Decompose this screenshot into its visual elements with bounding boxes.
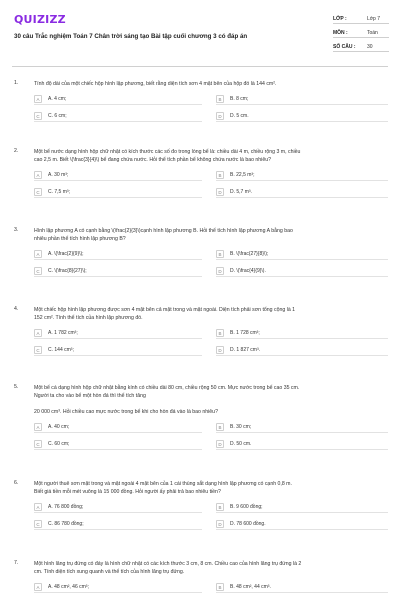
answer-option-d[interactable] bbox=[216, 112, 388, 122]
option-text: D. 1 827 cm³. bbox=[230, 347, 261, 353]
header-divider bbox=[12, 66, 388, 67]
answer-option-b[interactable] bbox=[216, 250, 388, 260]
option-letter-box: C bbox=[34, 112, 42, 120]
answer-option-c[interactable] bbox=[34, 346, 202, 356]
option-text: B. \(\frac{27}{8}\); bbox=[230, 251, 269, 257]
answer-option-c[interactable] bbox=[34, 267, 202, 277]
meta-count bbox=[333, 42, 389, 52]
question-text-line: Người ta cho vào bể một hòn đá thì thể tích tăng bbox=[34, 393, 146, 399]
option-text: D. 78 600 đồng. bbox=[230, 521, 266, 527]
question-number: 7. bbox=[14, 560, 19, 566]
question-text-line: cao 2,5 m. Biết \(\frac{3}{4}\) bể đang chứa nước. Hỏi thể tích phần bể không chứa nước là bao nhiêu? bbox=[34, 157, 271, 163]
option-letter-box: A bbox=[34, 423, 42, 431]
option-letter-box: C bbox=[34, 267, 42, 275]
question-text bbox=[34, 148, 389, 164]
answer-option-d[interactable] bbox=[216, 520, 388, 530]
option-text: C. 86 780 đồng; bbox=[48, 521, 84, 527]
question-text-line: Hình lập phương A có cạnh bằng \(\frac{2}{3}\)cạnh hình lập phương B. Hỏi thể tích hình lập phương A bằng bao bbox=[34, 228, 293, 234]
option-text: A. 30 m³; bbox=[48, 172, 69, 178]
option-text: B. 48 cm², 44 cm³. bbox=[230, 584, 271, 590]
option-letter-box: D bbox=[216, 112, 224, 120]
option-text: C. \(\frac{8}{27}\); bbox=[48, 268, 87, 274]
option-text: A. \(\frac{2}{9}\); bbox=[48, 251, 84, 257]
option-text: A. 4 cm; bbox=[48, 96, 67, 102]
option-letter-box: D bbox=[216, 440, 224, 448]
answer-option-a[interactable] bbox=[34, 250, 202, 260]
option-letter-box: C bbox=[34, 440, 42, 448]
page-header bbox=[0, 0, 400, 64]
answer-option-c[interactable] bbox=[34, 188, 202, 198]
question-text bbox=[34, 227, 389, 243]
option-letter-box: B bbox=[216, 95, 224, 103]
question-text bbox=[34, 306, 389, 322]
question-text-line: cm. Tính diện tích xung quanh và thể tích của hình lăng trụ đứng. bbox=[34, 569, 185, 575]
answer-option-a[interactable] bbox=[34, 95, 202, 105]
answer-option-a[interactable] bbox=[34, 171, 202, 181]
option-letter-box: B bbox=[216, 171, 224, 179]
option-text: B. 8 cm; bbox=[230, 96, 249, 102]
option-text: C. 144 cm³; bbox=[48, 347, 74, 353]
meta-grade-label: LỚP : bbox=[333, 16, 347, 22]
question-number: 6. bbox=[14, 480, 19, 486]
option-text: A. 48 cm², 46 cm³; bbox=[48, 584, 89, 590]
question-text-line: Một hình lăng trụ đứng có đáy là hình chữ nhật có các kích thước 3 cm, 8 cm. Chiều cao của hình lăng trụ đứng là 2 bbox=[34, 561, 302, 567]
option-letter-box: B bbox=[216, 423, 224, 431]
answer-option-b[interactable] bbox=[216, 503, 388, 513]
option-letter-box: A bbox=[34, 250, 42, 258]
question-number: 4. bbox=[14, 306, 19, 312]
option-letter-box: B bbox=[216, 503, 224, 511]
meta-grade-value: Lớp 7 bbox=[367, 16, 381, 22]
option-text: D. 50 cm. bbox=[230, 441, 252, 447]
quizizz-logo: QUIZIZZ bbox=[14, 13, 66, 26]
answer-option-d[interactable] bbox=[216, 188, 388, 198]
option-text: C. 6 cm; bbox=[48, 113, 67, 119]
question-text bbox=[34, 384, 389, 416]
option-text: B. 30 cm; bbox=[230, 424, 252, 430]
meta-subject bbox=[333, 28, 389, 38]
option-letter-box: A bbox=[34, 95, 42, 103]
option-letter-box: D bbox=[216, 188, 224, 196]
answer-option-b[interactable] bbox=[216, 95, 388, 105]
option-text: B. 22,5 m³; bbox=[230, 172, 255, 178]
option-text: B. 1 728 cm³; bbox=[230, 330, 260, 336]
question-text-line: Biết giá tiền mỗi mét vuông là 15 000 đồng. Hỏi người ấy phải trả bao nhiêu tiền? bbox=[34, 489, 221, 495]
question-text bbox=[34, 80, 389, 88]
answer-option-b[interactable] bbox=[216, 171, 388, 181]
option-letter-box: A bbox=[34, 583, 42, 591]
answer-option-d[interactable] bbox=[216, 440, 388, 450]
meta-count-value: 30 bbox=[367, 44, 373, 50]
option-text: B. 9 600 đồng; bbox=[230, 504, 263, 510]
option-text: D. 5 cm. bbox=[230, 113, 249, 119]
option-letter-box: D bbox=[216, 520, 224, 528]
question-text-line: nhiêu phần thể tích hình lập phương B? bbox=[34, 236, 126, 242]
answer-option-d[interactable] bbox=[216, 346, 388, 356]
question-text-line: Một người thuê sơn mặt trong và mặt ngoài 4 mặt bên của 1 cái thùng sắt dạng hình lập phương có cạnh 0,8 m. bbox=[34, 481, 292, 487]
option-text: C. 7,5 m³; bbox=[48, 189, 70, 195]
option-text: A. 40 cm; bbox=[48, 424, 70, 430]
option-text: A. 1 782 cm³; bbox=[48, 330, 78, 336]
answer-option-a[interactable] bbox=[34, 423, 202, 433]
option-text: D. 5,7 m³. bbox=[230, 189, 252, 195]
answer-option-b[interactable] bbox=[216, 423, 388, 433]
question-number: 2. bbox=[14, 148, 19, 154]
question-number: 5. bbox=[14, 384, 19, 390]
answer-option-c[interactable] bbox=[34, 440, 202, 450]
answer-option-a[interactable] bbox=[34, 583, 202, 593]
option-text: C. 60 cm; bbox=[48, 441, 70, 447]
answer-option-c[interactable] bbox=[34, 112, 202, 122]
question-text bbox=[34, 560, 389, 576]
option-letter-box: A bbox=[34, 329, 42, 337]
option-text: D. \(\frac{4}{9}\). bbox=[230, 268, 266, 274]
question-text-line: 20 000 cm³. Hỏi chiều cao mực nước trong bể khi cho hòn đá vào là bao nhiêu? bbox=[34, 409, 218, 415]
option-letter-box: D bbox=[216, 267, 224, 275]
answer-option-a[interactable] bbox=[34, 329, 202, 339]
question-text-line: Một bể cá dạng hình hộp chữ nhật bằng kính có chiều dài 80 cm, chiều rộng 50 cm. Mực nước trong bể cao 35 cm. bbox=[34, 385, 300, 391]
question-text-line: Tính độ dài của một chiếc hộp hình lập phương, biết rằng diện tích sơn 4 mặt bên của hộp đó là 144 cm². bbox=[34, 81, 277, 87]
option-letter-box: B bbox=[216, 250, 224, 258]
question-text bbox=[34, 480, 389, 496]
answer-option-a[interactable] bbox=[34, 503, 202, 513]
option-letter-box: A bbox=[34, 503, 42, 511]
option-letter-box: C bbox=[34, 346, 42, 354]
meta-subject-label: MÔN : bbox=[333, 30, 348, 36]
worksheet-title: 30 câu Trắc nghiệm Toán 7 Chân trời sáng tạo Bài tập cuối chương 3 có đáp án bbox=[14, 33, 248, 40]
option-letter-box: B bbox=[216, 329, 224, 337]
meta-count-label: SỐ CÂU : bbox=[333, 44, 356, 50]
meta-grade bbox=[333, 14, 389, 24]
meta-subject-value: Toán bbox=[367, 30, 378, 36]
option-letter-box: A bbox=[34, 171, 42, 179]
option-letter-box: C bbox=[34, 188, 42, 196]
question-text-line: Một chiếc hộp hình lập phương được sơn 4 mặt bên cả mặt trong và mặt ngoài. Diện tích phải sơn tổng cộng là 1 bbox=[34, 307, 296, 313]
option-text: A. 76 800 đồng; bbox=[48, 504, 84, 510]
answer-option-b[interactable] bbox=[216, 583, 388, 593]
question-number: 1. bbox=[14, 80, 19, 86]
question-text-line bbox=[34, 400, 389, 408]
option-letter-box: B bbox=[216, 583, 224, 591]
answer-option-b[interactable] bbox=[216, 329, 388, 339]
answer-option-c[interactable] bbox=[34, 520, 202, 530]
answer-option-d[interactable] bbox=[216, 267, 388, 277]
option-letter-box: C bbox=[34, 520, 42, 528]
question-number: 3. bbox=[14, 227, 19, 233]
question-text-line: Một bể nước dạng hình hộp chữ nhật có kích thước các số đo trong lòng bể là: chiều dài 4 m, chiều rộng 3 m, chiều bbox=[34, 149, 301, 155]
question-text-line: 152 cm². Tính thể tích của hình lập phương đó. bbox=[34, 315, 143, 321]
option-letter-box: D bbox=[216, 346, 224, 354]
